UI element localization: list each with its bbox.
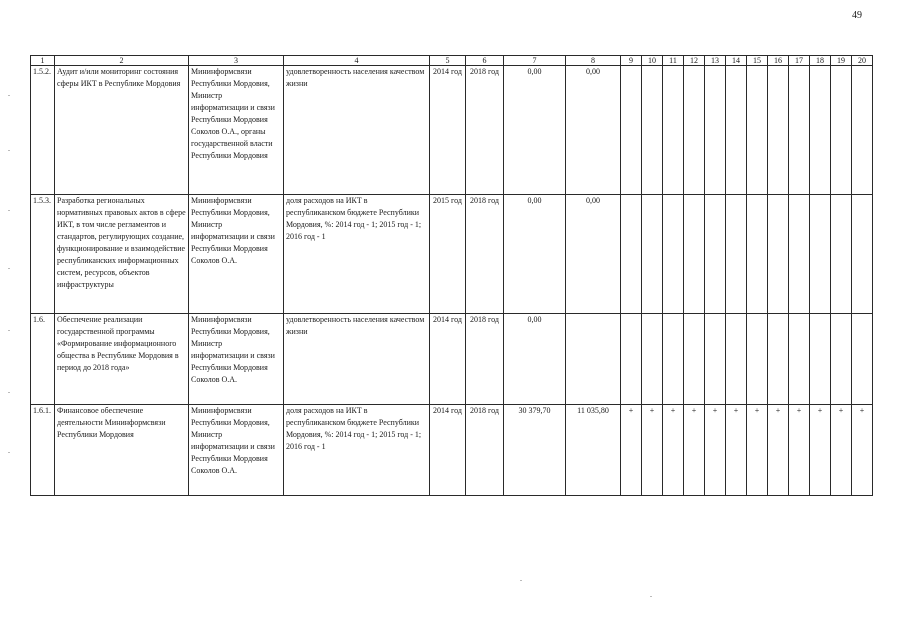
mark-cell: + (789, 405, 810, 496)
mark-cell: + (705, 405, 726, 496)
start-year: 2014 год (430, 314, 466, 405)
mark-cell: + (831, 405, 852, 496)
header-row (31, 56, 873, 66)
header-cell: 15 (747, 56, 768, 66)
executor: Мининформсвязи Республики Мордовия, Министр информатизации и связи Республики Мордовия Соколов О.А. (189, 405, 284, 496)
end-year: 2018 год (466, 314, 504, 405)
mark-cell (831, 195, 852, 314)
executor: Мининформсвязи Республики Мордовия, Министр информатизации и связи Республики Мордовия Соколов О.А. (189, 195, 284, 314)
measure-name: Обеспечение реализации государственной программы «Формирование информационного общества в Республике Мордовия в период до 2018 года» (55, 314, 189, 405)
header-cell: 18 (810, 56, 831, 66)
scan-speck (520, 580, 522, 581)
amount-col8: 11 035,80 (566, 405, 621, 496)
mark-cell (663, 66, 684, 195)
header-cell: 13 (705, 56, 726, 66)
header-cell: 11 (663, 56, 684, 66)
header-cell: 19 (831, 56, 852, 66)
mark-cell (831, 314, 852, 405)
mark-cell: + (747, 405, 768, 496)
mark-cell (747, 66, 768, 195)
mark-cell (789, 314, 810, 405)
header-cell: 7 (504, 56, 566, 66)
header-cell: 6 (466, 56, 504, 66)
end-year: 2018 год (466, 66, 504, 195)
row-number: 1.6.1. (31, 405, 55, 496)
mark-cell (642, 314, 663, 405)
mark-cell (852, 66, 873, 195)
amount-col7: 0,00 (504, 195, 566, 314)
start-year: 2014 год (430, 405, 466, 496)
mark-cell: + (663, 405, 684, 496)
start-year: 2014 год (430, 66, 466, 195)
header-cell: 20 (852, 56, 873, 66)
mark-cell: + (642, 405, 663, 496)
mark-cell: + (810, 405, 831, 496)
amount-col8: 0,00 (566, 66, 621, 195)
header-cell: 1 (31, 56, 55, 66)
table-row (31, 405, 873, 496)
amount-col8 (566, 314, 621, 405)
mark-cell (852, 195, 873, 314)
table-row (31, 314, 873, 405)
indicator: удовлетворенность населения качеством жизни (284, 66, 430, 195)
mark-cell (768, 314, 789, 405)
mark-cell (852, 314, 873, 405)
indicator: удовлетворенность населения качеством жизни (284, 314, 430, 405)
program-table (30, 55, 873, 496)
mark-cell: + (852, 405, 873, 496)
mark-cell (789, 66, 810, 195)
header-cell: 16 (768, 56, 789, 66)
indicator: доля расходов на ИКТ в республиканском бюджете Республики Мордовия, %: 2014 год - 1; 2015 год - 1; 2016 год - 1 (284, 405, 430, 496)
mark-cell: + (726, 405, 747, 496)
scan-speck (8, 210, 10, 211)
scan-speck (8, 268, 10, 269)
mark-cell (705, 195, 726, 314)
row-number: 1.5.2. (31, 66, 55, 195)
end-year: 2018 год (466, 195, 504, 314)
start-year: 2015 год (430, 195, 466, 314)
measure-name: Финансовое обеспечение деятельности Мининформсвязи Республики Мордовия (55, 405, 189, 496)
mark-cell (726, 66, 747, 195)
mark-cell (705, 66, 726, 195)
header-cell: 17 (789, 56, 810, 66)
header-cell: 2 (55, 56, 189, 66)
mark-cell (747, 195, 768, 314)
mark-cell (810, 195, 831, 314)
amount-col7: 0,00 (504, 66, 566, 195)
mark-cell (768, 66, 789, 195)
scan-speck (8, 150, 10, 151)
header-cell: 12 (684, 56, 705, 66)
header-cell: 8 (566, 56, 621, 66)
scan-speck (8, 452, 10, 453)
mark-cell (642, 66, 663, 195)
mark-cell (831, 66, 852, 195)
header-cell: 14 (726, 56, 747, 66)
mark-cell (621, 314, 642, 405)
header-cell: 3 (189, 56, 284, 66)
mark-cell: + (768, 405, 789, 496)
mark-cell (684, 314, 705, 405)
mark-cell (621, 66, 642, 195)
mark-cell (726, 195, 747, 314)
header-cell: 4 (284, 56, 430, 66)
scan-speck (650, 596, 652, 597)
row-number: 1.5.3. (31, 195, 55, 314)
page-number: 49 (852, 10, 862, 21)
mark-cell (747, 314, 768, 405)
table-row (31, 195, 873, 314)
mark-cell (663, 195, 684, 314)
measure-name: Аудит и/или мониторинг состояния сферы ИКТ в Республике Мордовия (55, 66, 189, 195)
executor: Мининформсвязи Республики Мордовия, Министр информатизации и связи Республики Мордовия Соколов О.А. (189, 314, 284, 405)
mark-cell: + (684, 405, 705, 496)
mark-cell (810, 66, 831, 195)
header-cell: 10 (642, 56, 663, 66)
scan-speck (8, 392, 10, 393)
scan-speck (8, 330, 10, 331)
row-number: 1.6. (31, 314, 55, 405)
executor: Мининформсвязи Республики Мордовия, Министр информатизации и связи Республики Мордовия Соколов О.А., органы государственной власти Республики Мордовия (189, 66, 284, 195)
scan-speck (8, 95, 10, 96)
end-year: 2018 год (466, 405, 504, 496)
indicator: доля расходов на ИКТ в республиканском бюджете Республики Мордовия, %: 2014 год - 1; 2015 год - 1; 2016 год - 1 (284, 195, 430, 314)
mark-cell (642, 195, 663, 314)
mark-cell (663, 314, 684, 405)
mark-cell (726, 314, 747, 405)
amount-col8: 0,00 (566, 195, 621, 314)
header-cell: 5 (430, 56, 466, 66)
mark-cell (789, 195, 810, 314)
measure-name: Разработка региональных нормативных правовых актов в сфере ИКТ, в том числе регламентов и стандартов, регулирующих создание, функционирование и взаимодействие республиканских информационных систем, ресурсов, объектов инфраструктуры (55, 195, 189, 314)
mark-cell (705, 314, 726, 405)
mark-cell: + (621, 405, 642, 496)
header-cell: 9 (621, 56, 642, 66)
mark-cell (768, 195, 789, 314)
mark-cell (684, 66, 705, 195)
mark-cell (621, 195, 642, 314)
table-row (31, 66, 873, 195)
mark-cell (684, 195, 705, 314)
amount-col7: 0,00 (504, 314, 566, 405)
amount-col7: 30 379,70 (504, 405, 566, 496)
mark-cell (810, 314, 831, 405)
